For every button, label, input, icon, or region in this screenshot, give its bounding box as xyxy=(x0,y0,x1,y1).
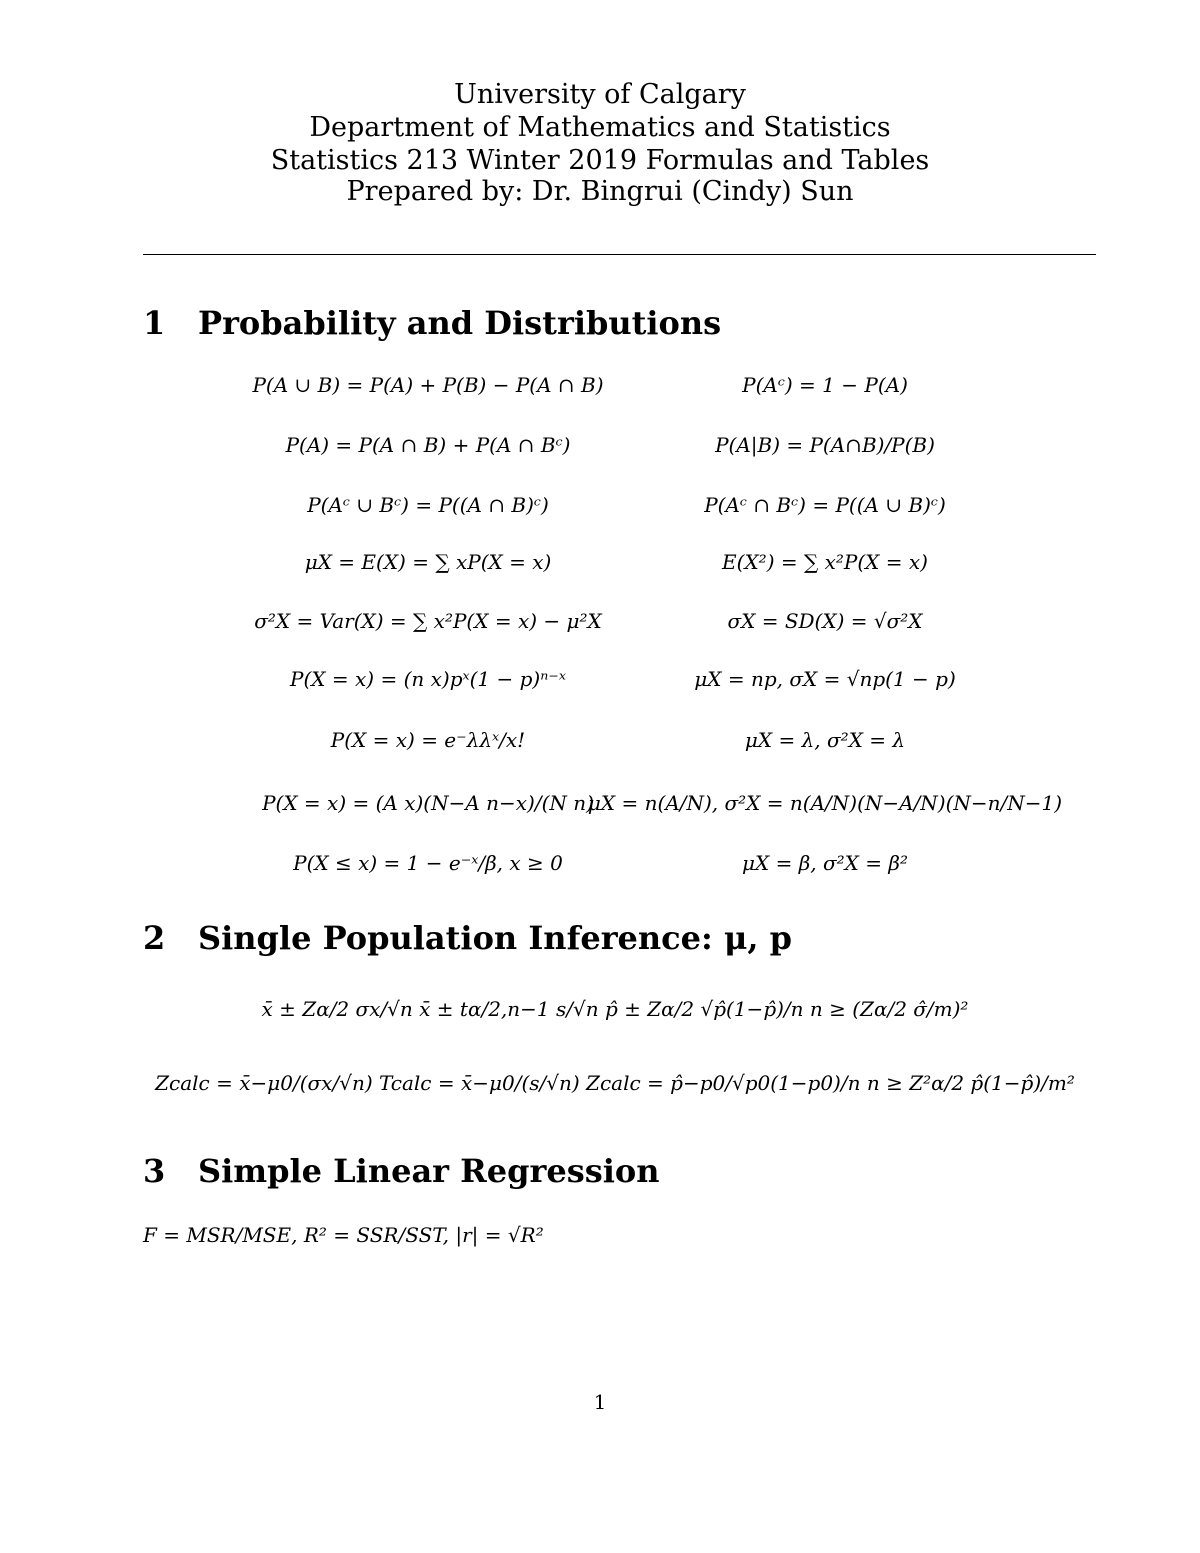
section-title: Simple Linear Regression xyxy=(198,1152,660,1190)
formula-second-moment: E(X²) = ∑ x²P(X = x) xyxy=(722,550,928,574)
department-name: Department of Mathematics and Statistics xyxy=(309,112,891,143)
formula-variance: σ²X = Var(X) = ∑ x²P(X = x) − μ²X xyxy=(254,609,602,633)
course-title: Statistics 213 Winter 2019 Formulas and Tables xyxy=(270,145,930,176)
formula-exponential-cdf: P(X ≤ x) = 1 − e⁻ˣ/β, x ≥ 0 xyxy=(293,851,563,875)
formula-regression-statistics: F = MSR/MSE, R² = SSR/SST, |r| = √R² xyxy=(143,1223,544,1247)
prepared-by: Prepared by: Dr. Bingrui (Cindy) Sun xyxy=(346,176,854,207)
section-heading-regression xyxy=(143,1151,660,1191)
formula-standard-deviation: σX = SD(X) = √σ²X xyxy=(727,609,923,633)
page-number: 1 xyxy=(593,1390,607,1414)
formula-poisson-pmf: P(X = x) = e⁻λλˣ/x! xyxy=(330,728,526,752)
formula-total-probability: P(A) = P(A ∩ B) + P(A ∩ Bᶜ) xyxy=(285,433,571,457)
formula-binomial-pmf: P(X = x) = (n x)pˣ(1 − p)ⁿ⁻ˣ xyxy=(290,667,566,691)
section-title: Probability and Distributions xyxy=(198,304,722,342)
formula-de-morgan-union: P(Aᶜ ∪ Bᶜ) = P((A ∩ B)ᶜ) xyxy=(307,493,549,517)
section-number: 2 xyxy=(143,919,166,957)
formula-union-rule: P(A ∪ B) = P(A) + P(B) − P(A ∩ B) xyxy=(252,373,604,397)
formula-complement-rule: P(Aᶜ) = 1 − P(A) xyxy=(742,373,908,397)
formula-binomial-mean-sd: μX = np, σX = √np(1 − p) xyxy=(694,667,956,691)
section-number: 3 xyxy=(143,1152,166,1190)
formula-poisson-mean-variance: μX = λ, σ²X = λ xyxy=(744,728,906,752)
formula-test-statistics: Zcalc = x̄−μ0/(σx/√n) Tcalc = x̄−μ0/(s/√n) Zcalc = p̂−p0/√p0(1−p0)/n n ≥ Z²α/2 p̂(1−p̂)/m² xyxy=(155,1071,1075,1095)
formula-hypergeometric-pmf: P(X = x) = (A x)(N−A n−x)/(N n) xyxy=(262,791,594,815)
section-heading-inference xyxy=(143,918,792,958)
formula-exponential-mean-variance: μX = β, σ²X = β² xyxy=(742,851,908,875)
section-title: Single Population Inference: μ, p xyxy=(198,919,793,957)
university-name: University of Calgary xyxy=(454,79,746,110)
formula-conditional-probability: P(A|B) = P(A∩B)/P(B) xyxy=(715,433,935,457)
section-heading-probability xyxy=(143,303,721,343)
formula-confidence-intervals: x̄ ± Zα/2 σx/√n x̄ ± tα/2,n−1 s/√n p̂ ± Zα/2 √p̂(1−p̂)/n n ≥ (Zα/2 σ̂/m)² xyxy=(261,997,969,1021)
document-title-block xyxy=(0,78,1200,207)
section-number: 1 xyxy=(143,304,166,342)
formula-hypergeometric-mean-variance: μX = n(A/N), σ²X = n(A/N)(N−A/N)(N−n/N−1) xyxy=(587,791,1063,815)
horizontal-rule xyxy=(143,254,1096,255)
formula-de-morgan-intersection: P(Aᶜ ∩ Bᶜ) = P((A ∪ B)ᶜ) xyxy=(704,493,946,517)
formula-expected-value: μX = E(X) = ∑ xP(X = x) xyxy=(304,550,552,574)
